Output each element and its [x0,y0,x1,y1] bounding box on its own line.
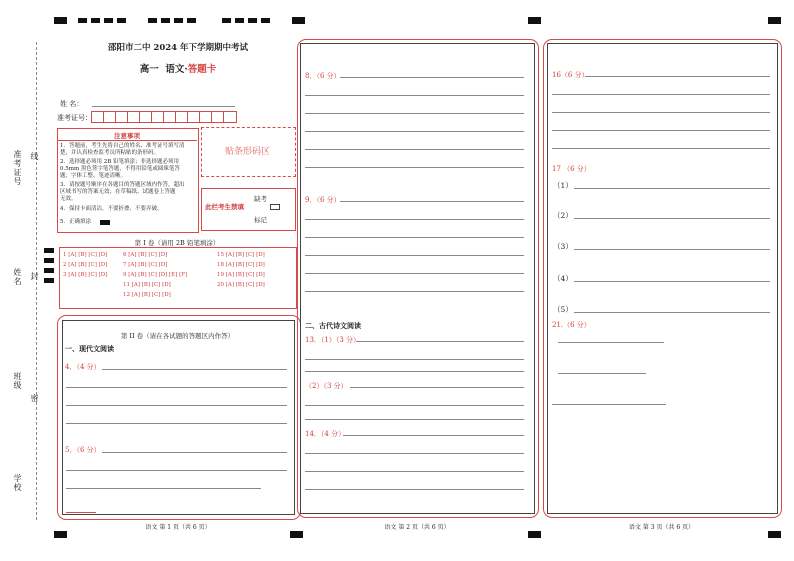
answer-line[interactable] [585,76,770,77]
question-13-1-label: 13．（1）（3 分） [305,336,361,344]
exam-title: 邵阳市二中 2024 年下学期期中考试 [107,43,249,53]
section2-title: 第 II 卷（请在各试题的答题区内作答） [120,332,235,340]
answer-line[interactable] [305,149,524,150]
notice-line: 题；字体工整、笔迹清晰。 [60,173,127,179]
answer-line[interactable] [305,489,524,490]
registration-mark-top [528,17,541,24]
answer-line[interactable] [305,95,524,96]
choice-item[interactable]: 11 [A] [B] [C] [D] [123,282,171,288]
section1-title: 第 I 卷（请用 2B 铅笔填涂） [134,239,220,247]
choice-item[interactable]: 12 [A] [B] [C] [D] [123,292,171,298]
binding-seal-text: 封 [30,272,39,281]
exam-id-boxes[interactable] [91,111,237,123]
answer-line[interactable] [305,359,524,360]
choice-item[interactable]: 7 [A] [B] [C] [D] [123,262,168,268]
timing-dash [174,18,183,23]
answer-line[interactable] [305,371,524,372]
binding-secret-text: 密 [30,394,39,403]
answer-line[interactable] [574,249,770,250]
page2-footer: 语文 第 2 页（共 6 页） [384,524,450,531]
answer-line[interactable] [305,405,524,406]
answer-line[interactable] [305,453,524,454]
answer-line[interactable] [340,201,524,202]
absent-label: 此栏考生禁填 [205,203,244,211]
answer-line[interactable] [305,273,524,274]
page3-inner [547,43,778,514]
timing-dash [91,18,100,23]
exam-id-label: 准考证号： [57,114,92,122]
name-label: 姓 名： [60,100,84,108]
answer-line[interactable] [574,281,770,282]
answer-line[interactable] [574,218,770,219]
barcode-label: 贴条形码区 [224,147,270,157]
timing-dash [187,18,196,23]
question-21-label: 21.（6 分） [552,321,591,329]
answer-line[interactable] [552,112,770,113]
choice-item[interactable]: 18 [A] [B] [C] [D] [217,262,265,268]
answer-line[interactable] [305,255,524,256]
answer-line[interactable] [66,405,287,406]
registration-mark-bottom-right [768,531,781,538]
notice-line: 区域书写的答案无效；在草稿纸、试题卷上答题 [60,189,176,195]
absent-mark-label: 标记 [254,216,267,224]
choice-item[interactable]: 3 [A] [B] [C] [D] [63,272,108,278]
binding-id-label: 准考证号 [13,150,22,186]
choice-item[interactable]: 9 [A] [B] [C] [D] [E] [F] [123,272,188,278]
binding-line-text: 线 [30,152,39,161]
answer-line[interactable] [66,387,287,388]
answer-line[interactable] [574,312,770,313]
timing-dash [222,18,231,23]
answer-line[interactable] [66,488,261,489]
choice-item[interactable]: 15 [A] [B] [C] [D] [217,252,265,258]
registration-mark-top-right [768,17,781,24]
side-mark [44,268,54,273]
registration-mark-bottom-left [54,531,67,538]
question-17-part: （1） [553,181,573,190]
timing-dash [104,18,113,23]
part2-heading: 二、古代诗文阅读 [305,321,361,330]
notice-line: 3．请按题号顺序在各题目的答题区域内作答，超出 [60,182,185,188]
timing-dash [248,18,257,23]
timing-dash [235,18,244,23]
page1-footer: 语文 第 1 页（共 6 页） [145,524,211,531]
question-4-label: 4．（4 分） [65,363,101,371]
answer-line[interactable] [305,419,524,420]
subject-label: 语文 [165,64,185,75]
answer-line[interactable] [66,470,287,471]
choice-item[interactable]: 1 [A] [B] [C] [D] [63,252,108,258]
answer-line[interactable] [305,291,524,292]
name-field[interactable] [92,106,235,107]
card-title [60,61,296,75]
registration-mark-bottom [528,531,541,538]
question-8-label: 8．（6 分） [305,72,341,80]
answer-line[interactable] [552,94,770,95]
answer-line[interactable] [552,130,770,131]
notice-line: 5．正确填涂 [60,219,91,225]
answer-line[interactable] [66,423,287,424]
absent-missing-label: 缺考 [254,195,267,203]
answer-line[interactable] [305,113,524,114]
notice-divider [57,140,197,141]
choice-item[interactable]: 6 [A] [B] [C] [D] [123,252,168,258]
registration-mark-top [292,17,305,24]
question-17-part: （4） [553,274,573,283]
answer-line[interactable] [305,219,524,220]
answer-line[interactable] [574,188,770,189]
answer-line[interactable] [305,167,524,168]
answer-line-short[interactable] [66,512,96,513]
answer-line[interactable] [305,471,524,472]
question-13-2-label: （2）（3 分） [305,382,348,390]
question-17-part: （3） [553,242,573,251]
title-separator: · [184,64,188,75]
grade-label: 高一 [139,64,159,75]
notice-line: 楚，并认真检查监考员所粘贴的条形码。 [60,150,160,156]
question-14-label: 14．（4 分） [305,430,346,438]
binding-school-label: 学校 [13,474,22,492]
binding-line [36,42,37,520]
timing-dash [161,18,170,23]
card-name: 答题卡 [187,64,217,75]
choice-item[interactable]: 20 [A] [B] [C] [D] [217,282,265,288]
question-17-label: 17 （6 分） [552,165,591,173]
timing-dash [117,18,126,23]
question-16-label: 16（6 分） [552,71,589,79]
question-9-label: 9．（6 分） [305,196,341,204]
side-mark [44,278,54,283]
question-17-part: （5） [553,305,573,314]
binding-name-label: 姓名 [13,268,22,286]
notice-line: 0.5mm 黑色签字笔答题，不得用铅笔或圆珠笔答 [60,166,180,172]
timing-dash [148,18,157,23]
correct-fill-sample [100,220,110,225]
notice-line: 4．保持卡面清洁，不要折叠、不要弄破。 [60,206,163,212]
question-5-label: 5．（6 分） [65,446,101,454]
answer-line[interactable] [558,342,664,343]
part1-heading: 一、现代文阅读 [65,344,114,353]
notice-title: 注意事项 [114,132,140,140]
answer-line[interactable] [356,341,524,342]
notice-line: 1．答题前，考生先将自己的姓名、准考证号填写清 [60,143,185,149]
choice-item[interactable]: 19 [A] [B] [C] [D] [217,272,265,278]
page3-footer: 语文 第 3 页（共 6 页） [628,524,695,531]
answer-line[interactable] [350,387,524,388]
answer-line[interactable] [305,237,524,238]
side-mark [44,248,54,253]
choice-item[interactable]: 2 [A] [B] [C] [D] [63,262,108,268]
answer-line[interactable] [552,404,666,405]
timing-dash [261,18,270,23]
registration-mark-bottom [290,531,303,538]
side-mark [44,258,54,263]
answer-line[interactable] [102,452,287,453]
question-17-part: （2） [553,211,573,220]
answer-line[interactable] [102,369,287,370]
answer-line[interactable] [552,148,770,149]
absent-checkbox[interactable] [270,204,280,210]
answer-line[interactable] [305,131,524,132]
binding-class-label: 班级 [13,372,22,390]
notice-line: 无效。 [60,196,77,202]
answer-line[interactable] [340,77,524,78]
answer-line[interactable] [558,373,646,374]
registration-mark-top-left [54,17,67,24]
answer-line[interactable] [343,435,524,436]
notice-line: 2．选择题必须用 2B 铅笔填涂；非选择题必须用 [60,159,180,165]
timing-dash [78,18,87,23]
